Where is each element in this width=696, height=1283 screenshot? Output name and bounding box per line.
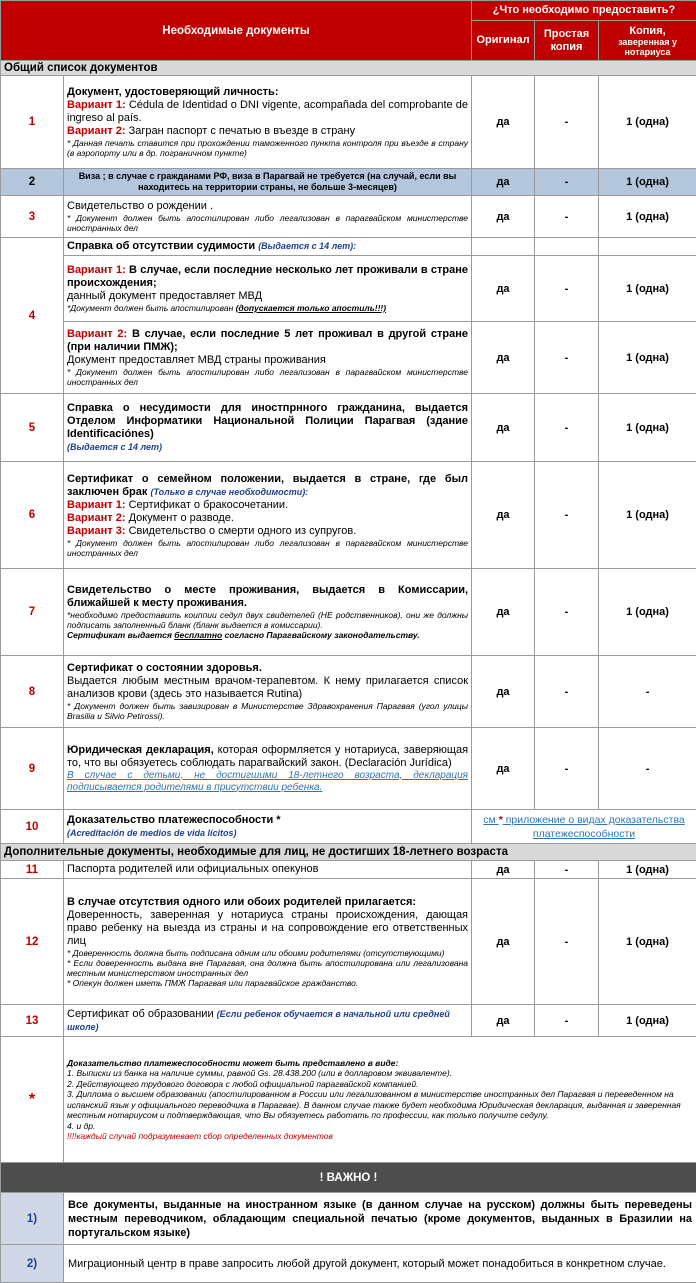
appendix-link-c[interactable]: приложение о видах доказательства платежеспособности <box>503 814 685 840</box>
empty-cell <box>599 238 696 256</box>
row-description <box>64 879 472 1005</box>
appendix-link[interactable] <box>472 810 696 844</box>
row-title: Доказательство платежеспособности <box>67 814 273 826</box>
header-documents: Необходимые документы <box>1 1 472 61</box>
row-title: Свидетельство о месте проживания, выдается в Комиссарии, ближайшей к месту проживания. <box>67 584 468 610</box>
simple-copy-value: - <box>535 394 599 462</box>
appendix-item: 4. и др. <box>67 1121 693 1132</box>
row-number: 7 <box>1 569 64 656</box>
row-number: 10 <box>1 810 64 844</box>
original-value: да <box>472 322 535 394</box>
row-note-bold: (допускается только апостиль!!!) <box>236 303 386 313</box>
row-description <box>64 462 472 569</box>
row-note-c: согласно Парагвайскому законодательству. <box>222 630 419 640</box>
row-note: (Выдается с 14 лет) <box>67 441 468 454</box>
notary-copy-value: 1 (одна) <box>599 76 696 169</box>
row-link[interactable]: В случае с детьми, не достигшими 18-летнего возраста, декларация подписывается родителями в присутствии ребенка. <box>67 770 468 794</box>
appendix-link-a[interactable]: см <box>483 814 498 826</box>
important-number: 2) <box>1 1245 64 1283</box>
important-number: 1) <box>1 1193 64 1245</box>
simple-copy-value: - <box>535 656 599 728</box>
variant-label: Вариант 1: <box>67 499 126 511</box>
row-note: * Доверенность должна быть подписана одним или обоими родителями (отсутствующими) <box>67 948 468 958</box>
row-description: Виза ; в случае с гражданами РФ, виза в Парагвай не требуется (на случай, если вы находитесь на территории страны, не больше 3-месяцев) <box>64 169 472 196</box>
appendix-item: 3. Диплома о высшем образовании (апостилированном в России или легализованном в министерстве иностранных дел Парагвая и переведенном на испанский язык у официального переводчика в Парагвае). В данном случае также будет необходима Юридическая декларация, выданная и заверенная местным нотариусом и подтверждающая, что Вы обязуетесь работать по профессии, как только получите седулу. <box>67 1089 693 1121</box>
section-minors: Дополнительные документы, необходимые для лиц, не достигших 18-летнего возраста <box>1 844 696 861</box>
table-row <box>1 238 696 256</box>
row-number: 8 <box>1 656 64 728</box>
variant-label: Вариант 1: <box>67 99 126 111</box>
appendix-item: 1. Выписки из банка на наличие суммы, равной Gs. 28.438.200 (или в долларовом эквиваленте). <box>67 1068 693 1079</box>
row-number: 4 <box>1 238 64 394</box>
appendix-marker: * <box>1 1037 64 1163</box>
simple-copy-value: - <box>535 196 599 238</box>
row-title-note: (Только в случае необходимости): <box>150 487 308 497</box>
notary-copy-value: - <box>599 728 696 810</box>
important-row <box>1 1193 696 1245</box>
row-number: 13 <box>1 1005 64 1037</box>
important-title: ! ВАЖНО ! <box>1 1163 696 1193</box>
table-row <box>1 861 696 879</box>
appendix-content <box>64 1037 696 1163</box>
row-note: (Если ребенок обучается в начальной или средней школе) <box>67 1009 450 1032</box>
header-original: Оригинал <box>472 21 535 61</box>
row-description <box>64 656 472 728</box>
variant-label: Вариант 3: <box>67 525 126 537</box>
row-number: 1 <box>1 76 64 169</box>
row-title: Сертификат о состоянии здоровья. <box>67 662 468 675</box>
simple-copy-value: - <box>535 569 599 656</box>
important-text: Миграционный центр в праве запросить любой другой документ, который может понадобиться в конкретном случае. <box>64 1245 696 1283</box>
row-note: *Документ должен быть апостилирован <box>67 303 233 313</box>
appendix-item: 2. Действующего трудового договора с любой официальной парагвайской компанией. <box>67 1079 693 1090</box>
row-note: * Если доверенность выдана вне Парагвая, она должна быть апостилирована или легализована местным министерством иностранных дел <box>67 958 468 978</box>
simple-copy-value: - <box>535 1005 599 1037</box>
row-note: * Документ должен быть апостилирован либо легализован в парагвайском министерстве иностранных дел <box>67 538 468 558</box>
table-row <box>1 256 696 322</box>
table-row <box>1 76 696 169</box>
table-row <box>1 1005 696 1037</box>
variant-text: Свидетельство о смерти одного из супругов. <box>126 525 357 537</box>
row-note-a: Сертификат выдается <box>67 630 174 640</box>
simple-copy-value: - <box>535 76 599 169</box>
simple-copy-value: - <box>535 879 599 1005</box>
row-title: Свидетельство о рождении . <box>67 200 468 213</box>
original-value: да <box>472 196 535 238</box>
row-number: 6 <box>1 462 64 569</box>
variant-text: Загран паспорт с печатью в въезде в страну <box>126 125 356 137</box>
notary-copy-value: 1 (одна) <box>599 169 696 196</box>
row-title: Сертификат о семейном положении, выдается в стране, где был заключен брак <box>67 473 468 498</box>
section-general-list: Общий список документов <box>1 61 696 76</box>
table-row <box>1 322 696 394</box>
row-note: * Документ должен быть апостилирован либо легализован в парагвайском министерстве иностранных дел <box>67 213 468 233</box>
original-value: да <box>472 656 535 728</box>
variant-text: Документ о разводе. <box>126 512 234 524</box>
row-title-cell <box>64 238 472 256</box>
row-description <box>64 810 472 844</box>
row-description: Паспорта родителей или официальных опекунов <box>64 861 472 879</box>
notary-copy-value: - <box>599 656 696 728</box>
appendix-warning: !!!!каждый случай подразумевает сбор определенных документов <box>67 1131 693 1142</box>
simple-copy-value: - <box>535 169 599 196</box>
important-text: Все документы, выданные на иностранном языке (в данном случае на русском) должны быть переведены местным переводчиком, обладающим специальной печатью (кроме документов, выданных в Бразилии на португальском языке) <box>64 1193 696 1245</box>
table-row <box>1 462 696 569</box>
table-row <box>1 810 696 844</box>
simple-copy-value: - <box>535 861 599 879</box>
table-row <box>1 569 696 656</box>
empty-cell <box>472 238 535 256</box>
simple-copy-value: - <box>535 462 599 569</box>
simple-copy-value: - <box>535 256 599 322</box>
simple-copy-value: - <box>535 322 599 394</box>
table-row <box>1 196 696 238</box>
row-number: 12 <box>1 879 64 1005</box>
original-value: да <box>472 861 535 879</box>
variant-label: Вариант 2: <box>67 125 126 137</box>
row-title: Сертификат об образовании <box>67 1008 214 1020</box>
appendix-title: Доказательство платежеспособности может быть представлено в виде: <box>67 1058 693 1069</box>
row-note: * Опекун должен иметь ПМЖ Парагвая или парагвайское гражданство. <box>67 978 468 988</box>
row-description <box>64 196 472 238</box>
notary-copy-value: 1 (одна) <box>599 462 696 569</box>
notary-copy-value: 1 (одна) <box>599 879 696 1005</box>
notary-copy-value: 1 (одна) <box>599 322 696 394</box>
variant-label: Вариант 2: <box>67 328 127 340</box>
notary-copy-value: 1 (одна) <box>599 1005 696 1037</box>
row-note: * Документ должен быть апостилирован либо легализован в парагвайском министерстве иностранных дел <box>67 367 468 387</box>
variant-label: Вариант 1: <box>67 264 126 276</box>
original-value: да <box>472 462 535 569</box>
row-text: Доверенность, заверенная у нотариуса страны происхождения, дающая право ребенку на выезда из страны и на сопровождение его ответственных лиц <box>67 909 468 948</box>
row-description <box>64 569 472 656</box>
row-description <box>64 76 472 169</box>
original-value: да <box>472 569 535 656</box>
row-description <box>64 1005 472 1037</box>
original-value: да <box>472 256 535 322</box>
variant-text: Cédula de Identidad o DNI vigente, acompañada del comprobante de ingreso al país. <box>67 99 468 124</box>
variant-text: Документ предоставляет МВД страны проживания <box>67 354 468 367</box>
row-note: * Документ должен быть завизирован в Министерстве Здравохранения Парагвая (угол улицы Brasilia и Silvio Petirossi). <box>67 701 468 721</box>
header-simple-copy: Простая копия <box>535 21 599 61</box>
original-value: да <box>472 394 535 462</box>
row-title: В случае отсутствия одного или обоих родителей прилагается: <box>67 896 468 909</box>
row-description <box>64 728 472 810</box>
important-row <box>1 1245 696 1283</box>
row-number: 9 <box>1 728 64 810</box>
table-row <box>1 879 696 1005</box>
row-note-b: бесплатно <box>174 630 222 640</box>
header-what-needed: ¿Что необходимо предоставить? <box>472 1 696 21</box>
row-text: Выдается любым местным врачом-терапевтом. К нему прилагается список анализов крови (здесь это называется Rutina) <box>67 675 468 701</box>
original-value: да <box>472 728 535 810</box>
original-value: да <box>472 76 535 169</box>
row-note: * Данная печать ставится при прохождении таможенного пункта контроля при въезде в страну (в аэропорту или в др. пограничном пункте) <box>67 138 468 158</box>
header-copy-sub: заверенная у нотариуса <box>602 37 693 57</box>
original-value: да <box>472 1005 535 1037</box>
row-star: * <box>273 814 280 826</box>
row-text: которая оформляется у нотариуса, заверяющая то, что вы обязуетесь соблюдать парагвайский закон. (Declaración Jurídica) <box>67 744 468 769</box>
row-number: 11 <box>1 861 64 879</box>
row-number: 2 <box>1 169 64 196</box>
header-notary-copy <box>599 21 696 61</box>
empty-cell <box>535 238 599 256</box>
notary-copy-value: 1 (одна) <box>599 196 696 238</box>
table-row <box>1 394 696 462</box>
row-title-note: (Выдается с 14 лет): <box>258 241 356 251</box>
row-title: Справка о несудимости для иностпрнного гражданина, выдается Отделом Информатики Национальной Полиции Парагвая (здание Identificaciónes) <box>67 402 468 441</box>
variant-label: Вариант 2: <box>67 512 126 524</box>
original-value: да <box>472 169 535 196</box>
appendix-row <box>1 1037 696 1163</box>
table-row <box>1 656 696 728</box>
notary-copy-value: 1 (одна) <box>599 861 696 879</box>
header-copy-label: Копия, <box>602 25 693 37</box>
variant-text: данный документ предоставляет МВД <box>67 290 468 303</box>
notary-copy-value: 1 (одна) <box>599 569 696 656</box>
simple-copy-value: - <box>535 728 599 810</box>
table-row <box>1 728 696 810</box>
row-description <box>64 322 472 394</box>
appendix-link-star[interactable]: * <box>499 814 503 826</box>
variant-text: Сертификат о бракосочетании. <box>126 499 289 511</box>
row-note: *необходимо предоставить коиппии седул двух свидетелей (НЕ родственников), они же должны подписать заполненный бланк (бланк выдается в комиссарии). <box>67 610 468 630</box>
row-number: 3 <box>1 196 64 238</box>
row-description <box>64 256 472 322</box>
row-note: (Acreditación de medios de vida lícitos) <box>67 827 468 840</box>
table-row <box>1 169 696 196</box>
row-title: Юридическая декларация, <box>67 744 214 756</box>
row-title: Документ, удостоверяющий личность: <box>67 86 468 99</box>
row-description <box>64 394 472 462</box>
variant-title: В случае, если последние 5 лет проживал в другой стране (при наличии ПМЖ); <box>67 328 468 353</box>
notary-copy-value: 1 (одна) <box>599 394 696 462</box>
row-number: 5 <box>1 394 64 462</box>
row-title: Справка об отсутствии судимости <box>67 240 255 252</box>
original-value: да <box>472 879 535 1005</box>
notary-copy-value: 1 (одна) <box>599 256 696 322</box>
variant-title: В случае, если последние несколько лет проживали в стране происхождения; <box>67 264 468 289</box>
